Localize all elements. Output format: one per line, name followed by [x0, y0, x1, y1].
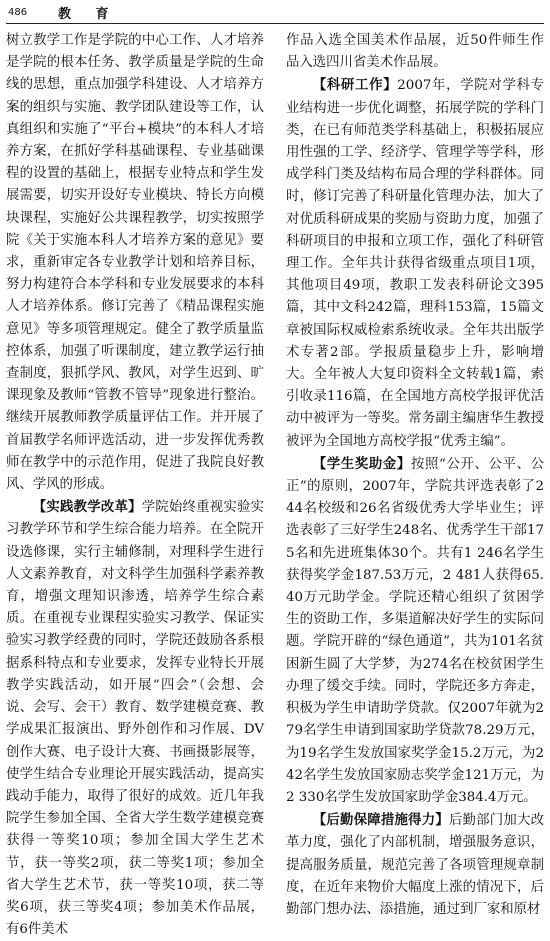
left-column — [6, 30, 264, 941]
running-header — [6, 3, 544, 24]
section-body-scholarships: 按照“公开、公平、公正”的原则，2007年，学院共评选表彰了244名校级和26名省级优秀大学毕业生；评选表彰了三好学生248名、优秀学生干部175名和先进班集体30个。共有1 246名学生获得奖学金187.53万元，2 481人获得65.40万元助学金。学院还精心组织了贫困学生的资助工作，多渠道解决好学生的实际问题。学院开辟的“绿色通道”，共为101名贫困新生圆了大学梦，为274名在校贫困学生办理了缓交手续。同时，学院还多方奔走，积极为学生申请助学贷款。仅2007年就为279名学生申请到国家助学贷款78.29万元，为19名学生发放国家奖学金15.2万元，为242名学生发放国家励志奖学金121万元，为2 330名学生发放国家助学金384.4万元。 — [286, 456, 544, 805]
section-logistics — [286, 809, 544, 921]
section-body-practice-teaching: 学院始终重视实验实习教学环节和学生综合能力培养。在全院开设选修课，实行主辅修制，对理科学生进行人文素养教育，对文科学生加强科学素养教育，增强文理知识渗透，培养学生综合素质。在重视专业课程实验实习教学、保证实验实习教学经费的同时，学院还鼓励各系根据系科特点和专业要求，发挥专业特长开展教学实践活动，如开展“四会”（会想、会说、会写、会干）教育、数学建模竞赛、教学成果汇报演出、野外创作和习作展、DV创作大赛、电子设计大赛、书画摄影展等，使学生结合专业理论开展实践活动，提高实践动手能力，取得了很好的成效。近几年我院学生参加全国、全省大学生数学建模竞赛获得一等奖10项；参加全国大学生艺术节，获一等奖2项，获二等奖1项；参加全省大学生艺术节，获一等奖10项，获二等奖6项，获三等奖4项；参加美术作品展，有6件美术 — [6, 500, 264, 938]
paragraph-continuation: 作品入选全国美术作品展，近50件师生作品入选四川省美术作品展。 — [286, 33, 544, 71]
section-heading-logistics: 【后勤保障措施得力】 — [312, 812, 449, 829]
paragraph-teaching-management: 树立教学工作是学院的中心工作、人才培养是学院的根本任务、教学质量是学院的生命线的思想，重点加强学科建设、人才培养方案的组织与实施、教学团队建设等工作，认真组织和实施了“平台+模块”的本科人才培养方案，在抓好学科基础课程、专业基础课程的设置的基础上，根据专业特点和学生发展需要，切实开设好专业模块、特长方向模块课程，实施好公共课程教学，切实按照学院《关于实施本科人才培养方案的意见》要求，重新审定各专业教学计划和培养目标，努力构建符合本学科和专业发展要求的本科人才培养体系。修订完善了《精品课程实施意见》等多项管理规定。健全了教学质量监控体系，加强了听课制度，建立教学运行抽查制度，狠抓学风、教风，对学生迟到、旷课现象及教师“管教不管导”现象进行整治。继续开展教师教学质量评估工作。并开展了首届教学名师评选活动，进一步发挥优秀教师在教学中的示范作用，促进了我院良好教风、学风的形成。 — [6, 33, 264, 493]
section-body-research: 2007年，学院对学科专业结构进一步优化调整，拓展学院的学科门类，在已有师范类学科基础上，积极拓展应用性强的工学、经济学、管理学等学科，形成学科门类及结构布局合理的学科群体。同时，修订完善了科研量化管理办法，加大了对优质科研成果的奖励与资助力度，加强了科研项目的申报和立项工作，强化了科研管理工作。全年共计获得省级重点项目1项，其他项目49项，教职工发表科研论文395篇，其中文科242篇，理科153篇，15篇文章被国际权威检索系统收录。全年共出版学术专著2部。学报质量稳步上升，影响增大。全年被人大复印资料全文转载1篇，索引收录116篇，在全国地方高校学报评优活动中被评为一等奖。常务副主编唐华生教授被评为全国地方高校学报“优秀主编”。 — [286, 78, 545, 449]
running-title: 教 育 — [58, 7, 119, 22]
page-number: 486 — [8, 7, 28, 18]
section-heading-research: 【科研工作】 — [312, 77, 398, 94]
section-heading-scholarships: 【学生奖助金】 — [312, 455, 411, 472]
right-column — [286, 30, 544, 921]
section-research — [286, 74, 544, 452]
section-scholarships — [286, 453, 544, 809]
section-practice-teaching — [6, 496, 264, 941]
section-heading-practice-teaching: 【实践教学改革】 — [32, 499, 142, 516]
section-body-logistics: 后勤部门加大改革力度，强化了内部机制，增强服务意识，提高服务质量，规范完善了各项管理规章制度，在近年来物价大幅度上涨的情况下，后勤部门想办法、添措施，通过到厂家和原材 — [286, 813, 545, 917]
